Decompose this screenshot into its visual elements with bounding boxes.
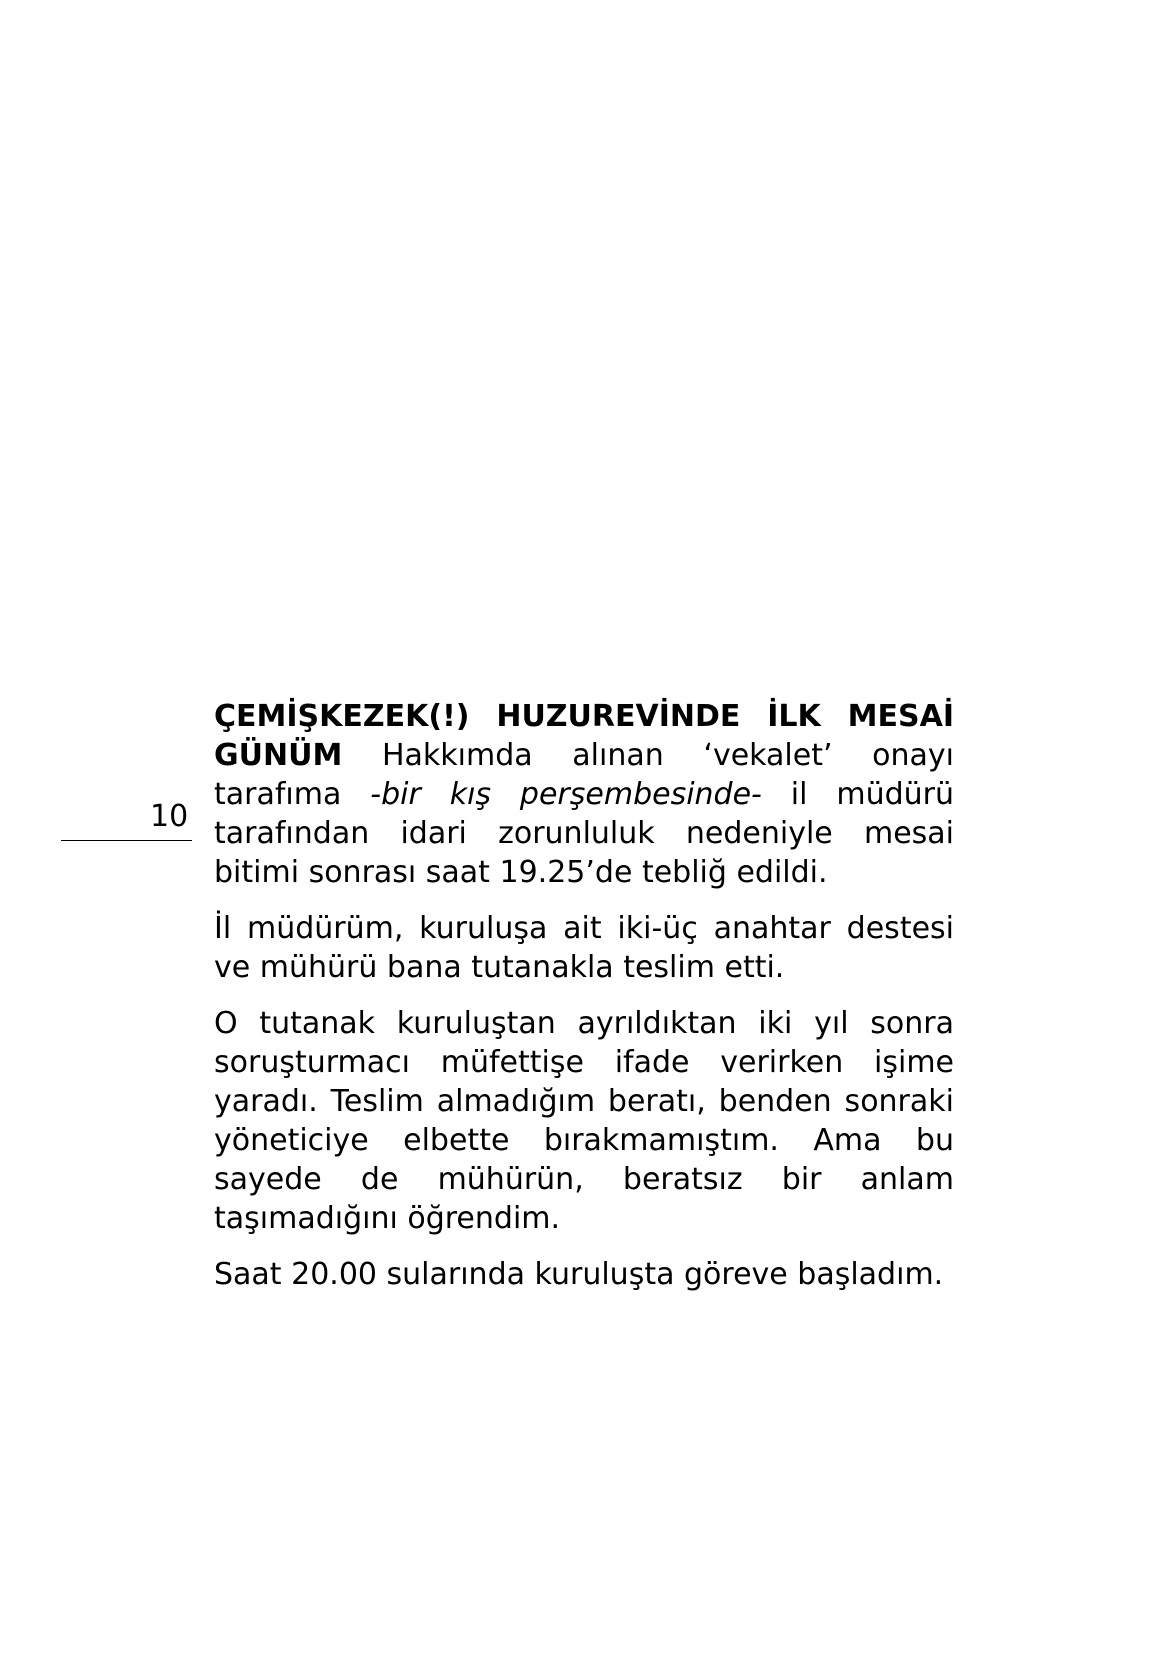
- section-heading: ÇEMİŞKEZEK(!) HUZUREVİNDE İLK MESAİ GÜNÜM: [214, 699, 954, 773]
- page-number-rule: [61, 840, 192, 841]
- paragraph-2: İl müdürüm, kuruluşa ait iki-üç anahtar destesi ve mühürü bana tutanakla teslim etti.: [214, 911, 954, 985]
- article-body: [214, 697, 954, 1311]
- paragraph-4: Saat 20.00 sularında kuruluşta göreve başladım.: [214, 1257, 944, 1292]
- page-number: 10: [150, 799, 189, 834]
- paragraph-3: O tutanak kuruluştan ayrıldıktan iki yıl sonra soruşturmacı müfettişe ifade verirken işime yaradı. Teslim almadığım beratı, benden sonraki yöneticiye elbette bırakmamıştım. Ama bu sayede de mühürün, beratsız bir anlam taşımadığını öğrendim.: [214, 1006, 954, 1236]
- paragraph-1-text-end: il müdürü tarafından idari zorunluluk nedeniyle mesai bitimi sonrası saat 19.25’de tebliğ edildi.: [214, 777, 954, 890]
- paragraph-1-text-start: Hakkımda alınan ‘vekalet’ onayı tarafıma: [214, 738, 954, 812]
- paragraph-1: [214, 697, 954, 892]
- paragraph-1-italic-text: -bir kış perşembesinde-: [370, 777, 762, 812]
